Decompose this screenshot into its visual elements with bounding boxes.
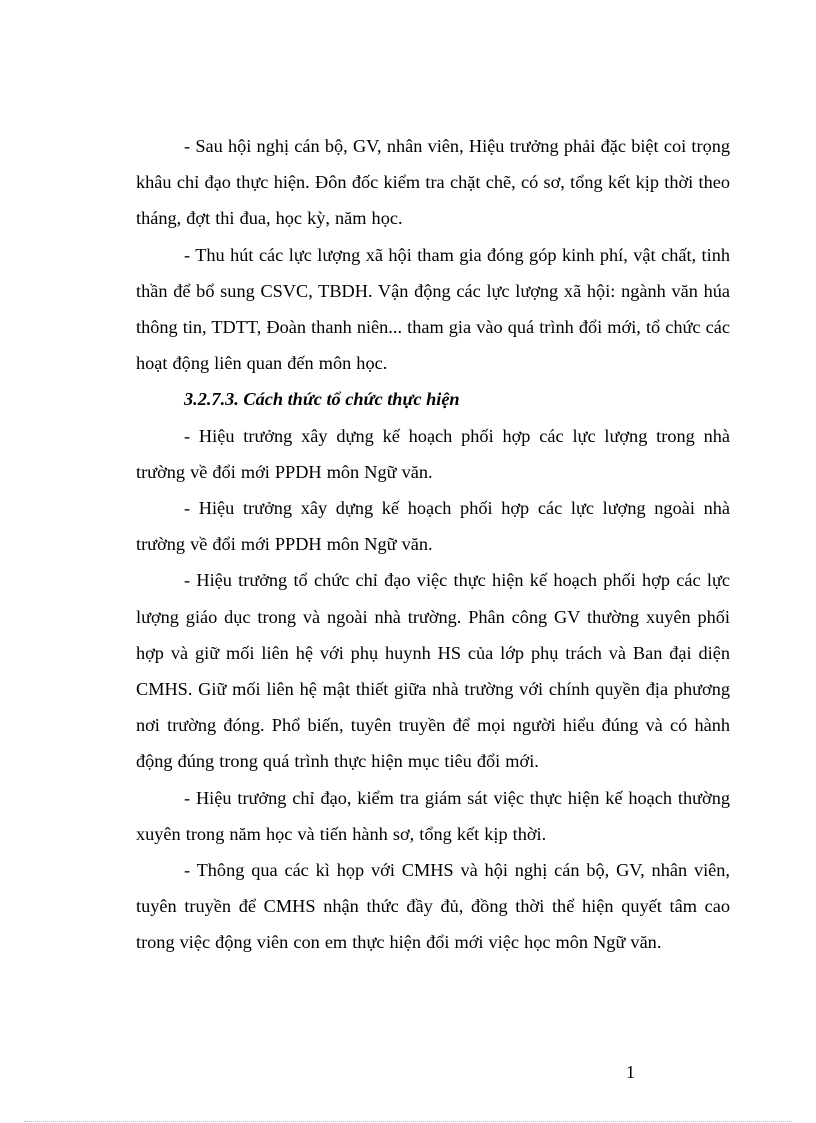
- step-external-plan: - Hiệu trưởng xây dựng kế hoạch phối hợp các lực lượng ngoài nhà trường về đổi mới PPDH môn Ngữ văn.: [136, 498, 730, 555]
- step-organize-implementation: - Hiệu trưởng tổ chức chỉ đạo việc thực hiện kế hoạch phối hợp các lực lượng giáo dục trong và ngoài nhà trường. Phân công GV thường xuyên phối hợp và giữ mối liên hệ với phụ huynh HS của lớp phụ trách và Ban đại diện CMHS. Giữ mối liên hệ mật thiết giữa nhà trường với chính quyền địa phương nơi trường đóng. Phổ biến, tuyên truyền để mọi người hiểu đúng và có hành động đúng trong quá trình thực hiện mục tiêu đổi mới.: [136, 570, 730, 772]
- step-internal-plan: - Hiệu trưởng xây dựng kế hoạch phối hợp các lực lượng trong nhà trường về đổi mới PPDH môn Ngữ văn.: [136, 425, 730, 482]
- step-parent-meetings: - Thông qua các kì họp với CMHS và hội nghị cán bộ, GV, nhân viên, tuyên truyền để CMHS nhận thức đầy đủ, đồng thời thể hiện quyết tâm cao trong việc động viên con em thực hiện đổi mới việc học môn Ngữ văn.: [136, 860, 730, 953]
- paragraph-social-forces: - Thu hút các lực lượng xã hội tham gia đóng góp kinh phí, vật chất, tinh thần để bổ sung CSVC, TBDH. Vận động các lực lượng xã hội: ngành văn húa thông tin, TDTT, Đoàn thanh niên... tham gia vào quá trình đổi mới, tổ chức các hoạt động liên quan đến môn học.: [136, 244, 730, 374]
- paragraph-guidance: - Sau hội nghị cán bộ, GV, nhân viên, Hiệu trưởng phải đặc biệt coi trọng khâu chỉ đạo thực hiện. Đôn đốc kiểm tra chặt chẽ, có sơ, tổng kết kịp thời theo tháng, đợt thi đua, học kỳ, năm học.: [136, 136, 730, 229]
- section-heading: 3.2.7.3. Cách thức tổ chức thực hiện: [184, 389, 460, 410]
- page-number: 1: [626, 1062, 635, 1082]
- document-body: [136, 128, 730, 961]
- step-monitoring: - Hiệu trưởng chỉ đạo, kiểm tra giám sát việc thực hiện kế hoạch thường xuyên trong năm học và tiến hành sơ, tổng kết kịp thời.: [136, 787, 730, 844]
- page-bottom-divider: [24, 1121, 792, 1122]
